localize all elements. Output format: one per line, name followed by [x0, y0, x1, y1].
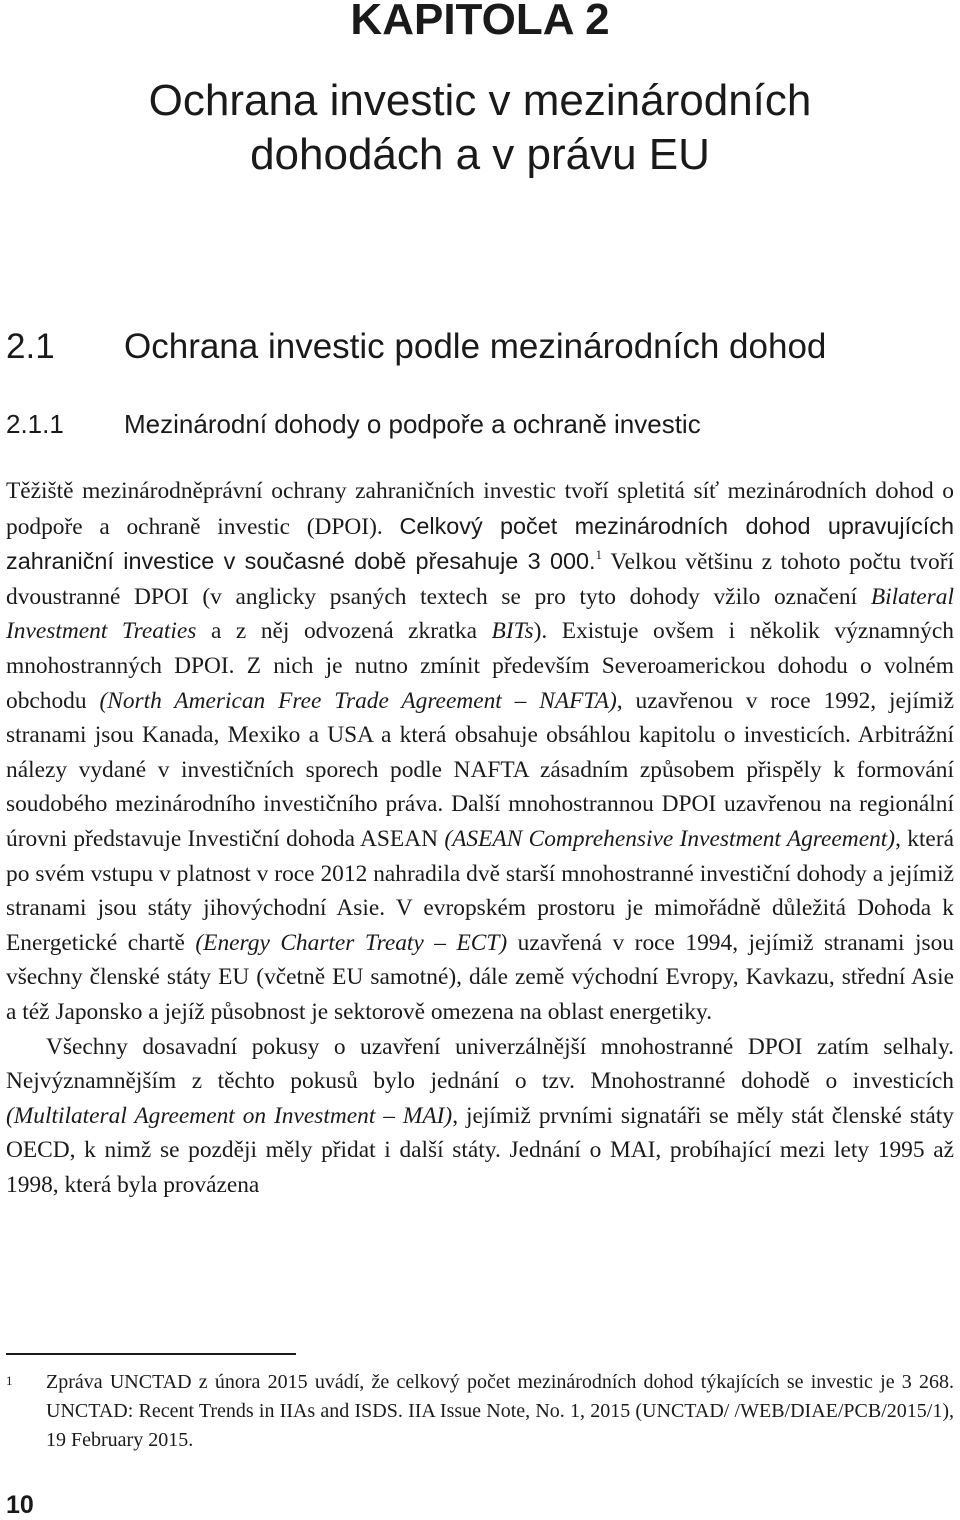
- subsection-number: 2.1.1: [6, 409, 64, 439]
- subsection-title: Mezinárodní dohody o podpoře a ochraně investic: [124, 409, 701, 439]
- p1-sentence-5b: , uzavřenou v roce 1992, jejímiž stranami jsou Kanada, Mexiko a USA a která obsahuje obsáhlou kapitolu o investicích.: [6, 687, 954, 749]
- footnote: [6, 1368, 954, 1455]
- paragraph-2: [6, 1030, 954, 1203]
- footnote-divider: [6, 1353, 296, 1355]
- p2-sentence-2b: , jejímiž prvními signatáři se měly stát členské státy OECD, k nimž se později měly přidat i další státy.: [6, 1102, 954, 1164]
- section-number: 2.1: [6, 327, 55, 366]
- p1-sentence-7: Další mnohostrannou DPOI uzavřenou na regionální úrovni představuje Investiční dohoda ASEAN: [6, 791, 954, 852]
- page-number: 10: [6, 1491, 34, 1519]
- chapter-title-line-2: dohodách a v právu EU: [250, 130, 710, 179]
- p2-sentence-2: Nejvýznamnějším z těchto pokusů bylo jednání o tzv. Mnohostranné dohodě o investicích: [6, 1068, 954, 1095]
- section-heading: [6, 325, 826, 369]
- p1-italic-ect: (Energy Charter Treaty – ECT): [195, 929, 508, 956]
- footnote-mark: 1: [6, 1373, 13, 1388]
- p1-sentence-2: Celkový počet mezinárodních dohod upravujících zahraniční investice v současné době přesahuje 3 000.: [6, 512, 954, 575]
- p1-italic-asean: (ASEAN Comprehensive Investment Agreement): [444, 825, 896, 852]
- body-text: [6, 474, 954, 1202]
- p1-sentence-8b: uzavřená v roce 1994, jejímiž stranami jsou všechny členské státy EU (včetně EU samotné), dále země východní Evropy, Kavkazu, střední Asie a též Japonsko a jejíž působnost je sektorově omezena na oblast energetiky.: [6, 929, 954, 1025]
- subsection-heading: [6, 406, 701, 442]
- chapter-label: KAPITOLA 2: [350, 0, 610, 44]
- p1-italic-nafta: (North American Free Trade Agreement – NAFTA): [99, 687, 617, 714]
- paragraph-1: [6, 474, 954, 1030]
- p1-sentence-5: Z nich je nutno zmínit především Severoamerickou dohodu o volném obchodu: [6, 652, 954, 714]
- p1-sentence-8: V evropském prostoru je mimořádně důležitá Dohoda k Energetické chartě: [6, 895, 954, 956]
- p1-italic-bits: BITs: [491, 618, 534, 645]
- p1-sentence-3c: ).: [533, 618, 548, 645]
- p1-sentence-1: Těžiště mezinárodněprávní ochrany zahraničních investic tvoří spletitá síť mezinárodních dohod o podpoře a ochraně investic (DPOI).: [6, 478, 954, 540]
- p1-sentence-4: Existuje ovšem i několik významných mnohostranných DPOI.: [6, 618, 954, 679]
- chapter-title: [0, 74, 960, 182]
- p1-sentence-3: Velkou většinu z tohoto počtu tvoří dvoustranné DPOI (v anglicky psaných textech se pro tyto dohody vžilo označení: [6, 549, 954, 610]
- p2-italic-mai: (Multilateral Agreement on Investment – MAI): [6, 1102, 453, 1129]
- section-title: Ochrana investic podle mezinárodních dohod: [124, 327, 827, 366]
- p1-sentence-7b: , která po svém vstupu v platnost v roce 2012 nahradila dvě starší mnohostranné investiční dohody a jejímiž stranami jsou státy jihovýchodní Asie.: [6, 825, 954, 922]
- p1-italic-bit: Bilateral Investment Treaties: [6, 583, 954, 645]
- footnote-reference[interactable]: 1: [595, 547, 603, 563]
- p1-sentence-6: Arbitrážní nálezy vydané v investičních sporech podle NAFTA zásadním způsobem přispěly k formování soudobého mezinárodního investičního práva.: [6, 722, 954, 818]
- p2-sentence-3: Jednání o MAI, probíhající mezi lety 1995 až 1998, která byla provázena: [6, 1137, 954, 1198]
- footnote-text: Zpráva UNCTAD z února 2015 uvádí, že celkový počet mezinárodních dohod týkajících se investic je 3 268. UNCTAD: Recent Trends in IIAs and ISDS. IIA Issue Note, No. 1, 2015 (UNCTAD/ /WEB/DIAE/PCB/2015/1), 19 February 2015.: [46, 1371, 954, 1451]
- chapter-title-line-1: Ochrana investic v mezinárodních: [148, 76, 812, 125]
- p2-sentence-1: Všechny dosavadní pokusy o uzavření univerzálnější mnohostranné DPOI zatím selhaly.: [46, 1033, 954, 1060]
- p1-sentence-3b: a z něj odvozená zkratka: [210, 618, 477, 645]
